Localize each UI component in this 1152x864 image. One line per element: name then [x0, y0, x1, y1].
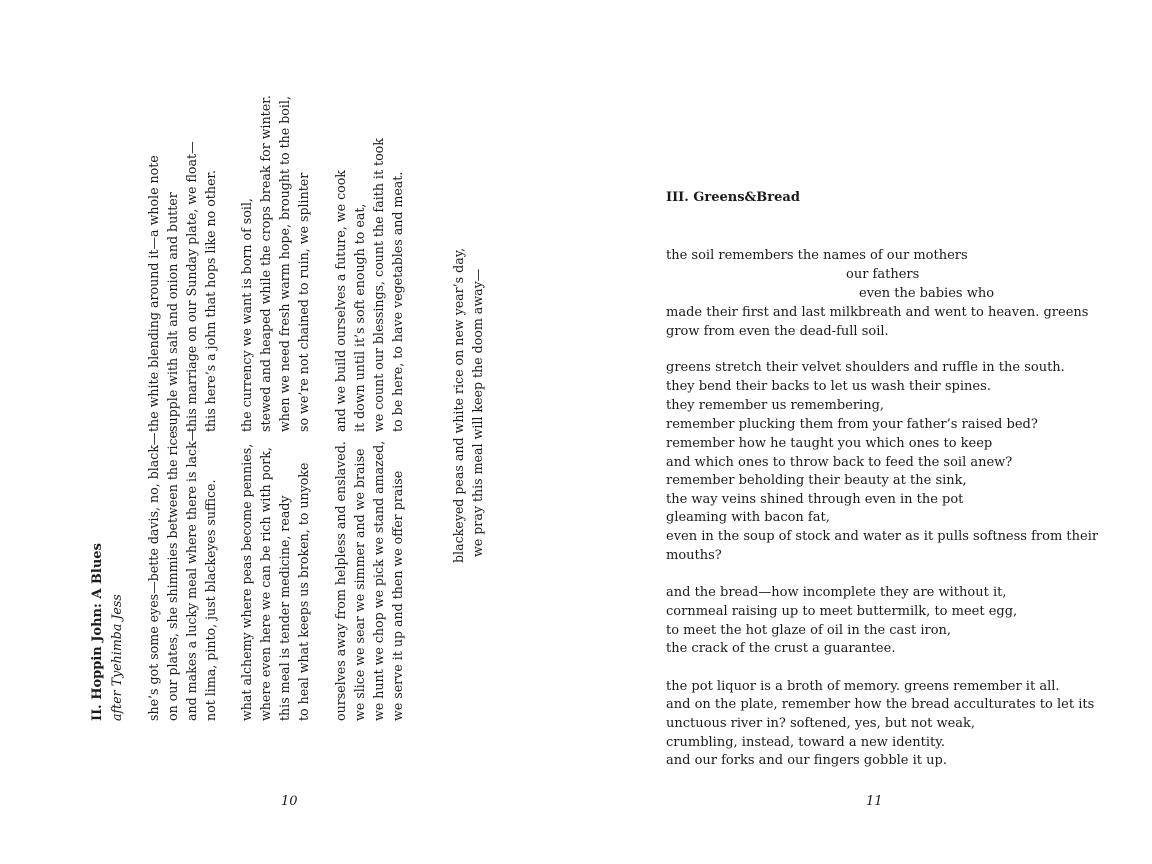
poem-line: where even here we can be rich with pork,	[258, 447, 273, 721]
poem-line: they bend their backs to let us wash their spines.	[666, 379, 991, 394]
poem-line: remember beholding their beauty at the sink,	[666, 473, 967, 488]
poem-title: II. Hoppin John: A Blues	[90, 543, 105, 721]
poem-line: what alchemy where peas become pennies,	[239, 443, 254, 721]
poem-line: even in the soup of stock and water as it pulls softness from their	[666, 529, 1099, 544]
poem-line: grow from even the dead-full soil.	[666, 324, 889, 339]
right-page	[576, 0, 1152, 864]
poem-line: cornmeal raising up to meet buttermilk, to meet egg,	[666, 604, 1018, 619]
poem-coda-line: we pray this meal will keep the doom away—	[470, 268, 485, 557]
poem-line: this marriage on our Sunday plate, we float—	[184, 141, 199, 432]
poem-line: and we build ourselves a future, we cook	[333, 170, 348, 432]
poem-line: not lima, pinto, just blackeyes suffice.	[203, 479, 218, 721]
poem-line: so we’re not chained to ruin, we splinter	[296, 172, 311, 432]
poem-line: remember how he taught you which ones to keep	[666, 436, 993, 451]
poem-line: crumbling, instead, toward a new identity.	[666, 735, 945, 750]
poem-line: to heal what keeps us broken, to unyoke	[296, 462, 311, 721]
poem-line: and makes a lucky meal where there is lack—	[184, 428, 199, 721]
poem-line: when we need fresh warm hope, brought to the boil,	[277, 96, 292, 432]
poem-line: they remember us remembering,	[666, 398, 885, 413]
poem-line: remember plucking them from your father’s raised bed?	[666, 417, 1038, 432]
poem-line: the pot liquor is a broth of memory. greens remember it all.	[666, 679, 1060, 694]
page-number: 10	[281, 794, 298, 809]
poem-line: unctuous river in? softened, yes, but not weak,	[666, 716, 976, 731]
poem-title: III. Greens&Bread	[666, 190, 800, 205]
poem-line: on our plates, she shimmies between the rice	[165, 430, 180, 721]
poem-line: even the babies who	[859, 286, 995, 301]
poem-line: the currency we want is born of soil,	[239, 198, 254, 432]
poem-line: our fathers	[846, 267, 920, 282]
poem-line: ourselves away from helpless and enslaved.	[333, 441, 348, 721]
poem-line: the soil remembers the names of our mothers	[666, 248, 968, 263]
poem-line: gleaming with bacon fat,	[666, 510, 830, 525]
poem-line: this here’s a john that hops like no other.	[203, 169, 218, 432]
poem-line: the way veins shined through even in the pot	[666, 492, 964, 507]
poem-line: to meet the hot glaze of oil in the cast iron,	[666, 623, 952, 638]
poem-line: the white blending around it—a whole note	[146, 155, 161, 432]
poem-line: and the bread—how incomplete they are without it,	[666, 585, 1007, 600]
poem-line: greens stretch their velvet shoulders and ruffle in the south.	[666, 360, 1065, 375]
poem-line: this meal is tender medicine, ready	[277, 495, 292, 721]
poem-line: and on the plate, remember how the bread acculturates to let its	[666, 697, 1095, 712]
poem-line: and which ones to throw back to feed the soil anew?	[666, 455, 1013, 470]
poem-line: to be here, to have vegetables and meat.	[390, 171, 405, 432]
poem-coda-line: blackeyed peas and white rice on new year’s day,	[451, 247, 466, 563]
poem-line: we slice we sear we simmer and we braise	[352, 448, 367, 721]
poem-line: we count our blessings, count the faith it took	[371, 138, 386, 432]
poem-line: it down until it’s soft enough to eat,	[352, 203, 367, 432]
poem-line: supple with salt and onion and butter	[165, 192, 180, 432]
poem-line: she’s got some eyes—bette davis, no, black—	[146, 432, 161, 721]
poem-line: the crack of the crust a guarantee.	[666, 641, 896, 656]
poem-line: we serve it up and then we offer praise	[390, 470, 405, 721]
poem-line: mouths?	[666, 548, 722, 563]
poem-subtitle: after Tyehimba Jess	[109, 594, 124, 721]
page-number: 11	[866, 794, 883, 809]
poem-line: made their first and last milkbreath and went to heaven. greens	[666, 305, 1089, 320]
poem-line: and our forks and our fingers gobble it up.	[666, 753, 947, 768]
poem-line: we hunt we chop we pick we stand amazed,	[371, 440, 386, 721]
poem-line: stewed and heaped while the crops break for winter.	[258, 95, 273, 432]
